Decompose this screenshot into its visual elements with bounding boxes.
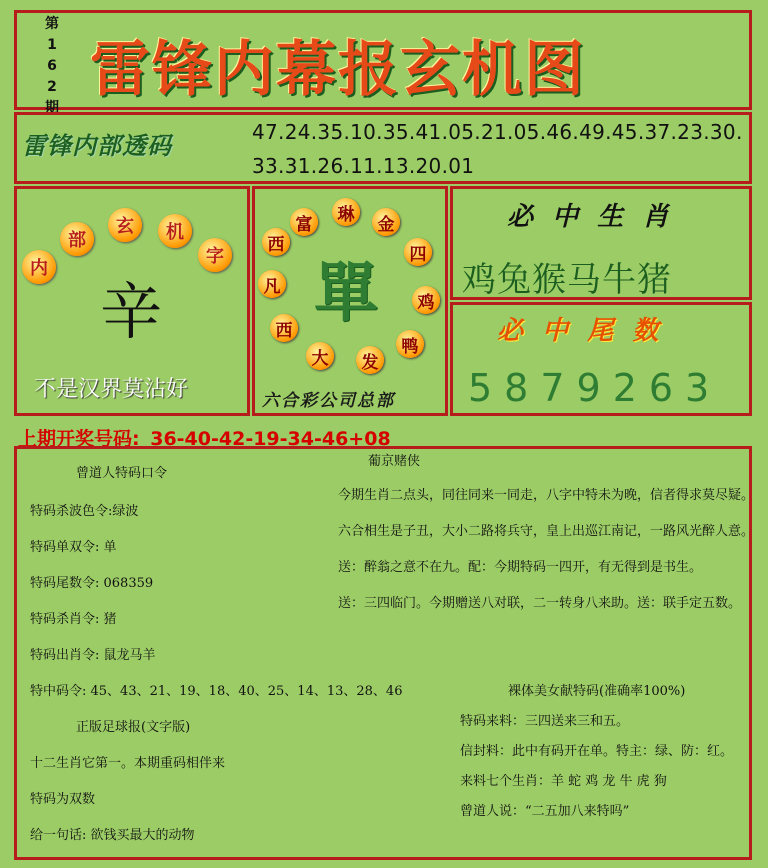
- last-draw-value: 36-40-42-19-34-46+08: [150, 428, 391, 450]
- secret-title-char: 字: [198, 238, 232, 272]
- secret-character: 辛: [100, 275, 163, 348]
- page-title: 雷锋内幕报玄机图: [90, 35, 586, 105]
- ring-char: 发: [356, 346, 384, 374]
- right-heading: 葡京赌侠: [368, 454, 421, 469]
- last-draw-label: 上期开奖号码:: [18, 428, 140, 450]
- left-item: 特码单双令: 单: [30, 540, 117, 555]
- zodiac-title: 必 中 生 肖: [507, 202, 669, 232]
- right-paragraph: 送：醉翁之意不在九。配：今期特码一四开，有无得到是书生。: [338, 560, 703, 575]
- right-item: 来料七个生肖：羊 蛇 鸡 龙 牛 虎 狗: [460, 774, 667, 789]
- center-big-char: 單: [314, 256, 378, 331]
- secret-title-char: 玄: [108, 208, 142, 242]
- right-heading-2: 裸体美女献特码(准确率100%): [508, 684, 686, 699]
- ring-char: 富: [290, 208, 318, 236]
- ring-char: 西: [270, 314, 298, 342]
- ring-char: 大: [306, 342, 334, 370]
- weishu-value: 5879263: [468, 366, 722, 410]
- right-paragraph: 六合相生是子丑，大小二路将兵守，皇上出巡江南记，一路风光醉人意。: [338, 524, 755, 539]
- secret-caption: 不是汉界莫沾好: [34, 377, 189, 402]
- secret-title-char: 部: [60, 222, 94, 256]
- left-item: 特码杀波色令:绿波: [30, 504, 139, 519]
- ring-char: 鸡: [412, 286, 440, 314]
- ring-char: 琳: [332, 198, 360, 226]
- right-item: 信封料：此中有码开在单。特主：绿、防：红。: [460, 744, 734, 759]
- ring-char: 凡: [258, 270, 286, 298]
- ring-char: 鸭: [396, 330, 424, 358]
- left-item: 特码出肖令: 鼠龙马羊: [30, 648, 156, 663]
- numbers-label: 雷锋内部透码: [22, 131, 172, 160]
- left-item-2: 给一句话: 欲钱买最大的动物: [30, 828, 195, 843]
- right-paragraph: 今期生肖二点头，同往同来一同走，八字中特未为晚，信者得求莫尽疑。: [338, 488, 755, 503]
- ring-char: 四: [404, 238, 432, 266]
- zodiac-value: 鸡兔猴马牛猪: [462, 260, 672, 300]
- weishu-title: 必 中 尾 数: [497, 316, 659, 346]
- numbers-line-1: 47.24.35.10.35.41.05.21.05.46.49.45.37.23.30.: [252, 120, 743, 144]
- center-footer: 六合彩公司总部: [262, 391, 395, 411]
- left-item: 特中码令: 45、43、21、19、18、40、25、14、13、28、46: [30, 684, 403, 699]
- left-item: 特码尾数令: 068359: [30, 576, 154, 591]
- left-heading: 曾道人特码口令: [76, 466, 168, 481]
- right-paragraph: 送：三四临门。今期赠送八对联，二一转身八来助。送：联手定五数。: [338, 596, 742, 611]
- ring-char: 西: [262, 228, 290, 256]
- left-item-2: 特码为双数: [30, 792, 96, 807]
- issue-number: 第 1 6 2 期: [45, 16, 59, 116]
- left-item-2: 十二生肖它第一。本期重码相伴来: [30, 756, 226, 771]
- left-item: 特码杀肖令: 猪: [30, 612, 117, 627]
- secret-title-char: 内: [22, 250, 56, 284]
- right-item: 曾道人说：“二五加八来特吗”: [460, 804, 630, 819]
- right-item: 特码来料：三四送来三和五。: [460, 714, 630, 729]
- left-heading-2: 正版足球报(文字版): [76, 720, 191, 735]
- numbers-line-2: 33.31.26.11.13.20.01: [252, 154, 475, 178]
- secret-title-char: 机: [158, 214, 192, 248]
- ring-char: 金: [372, 208, 400, 236]
